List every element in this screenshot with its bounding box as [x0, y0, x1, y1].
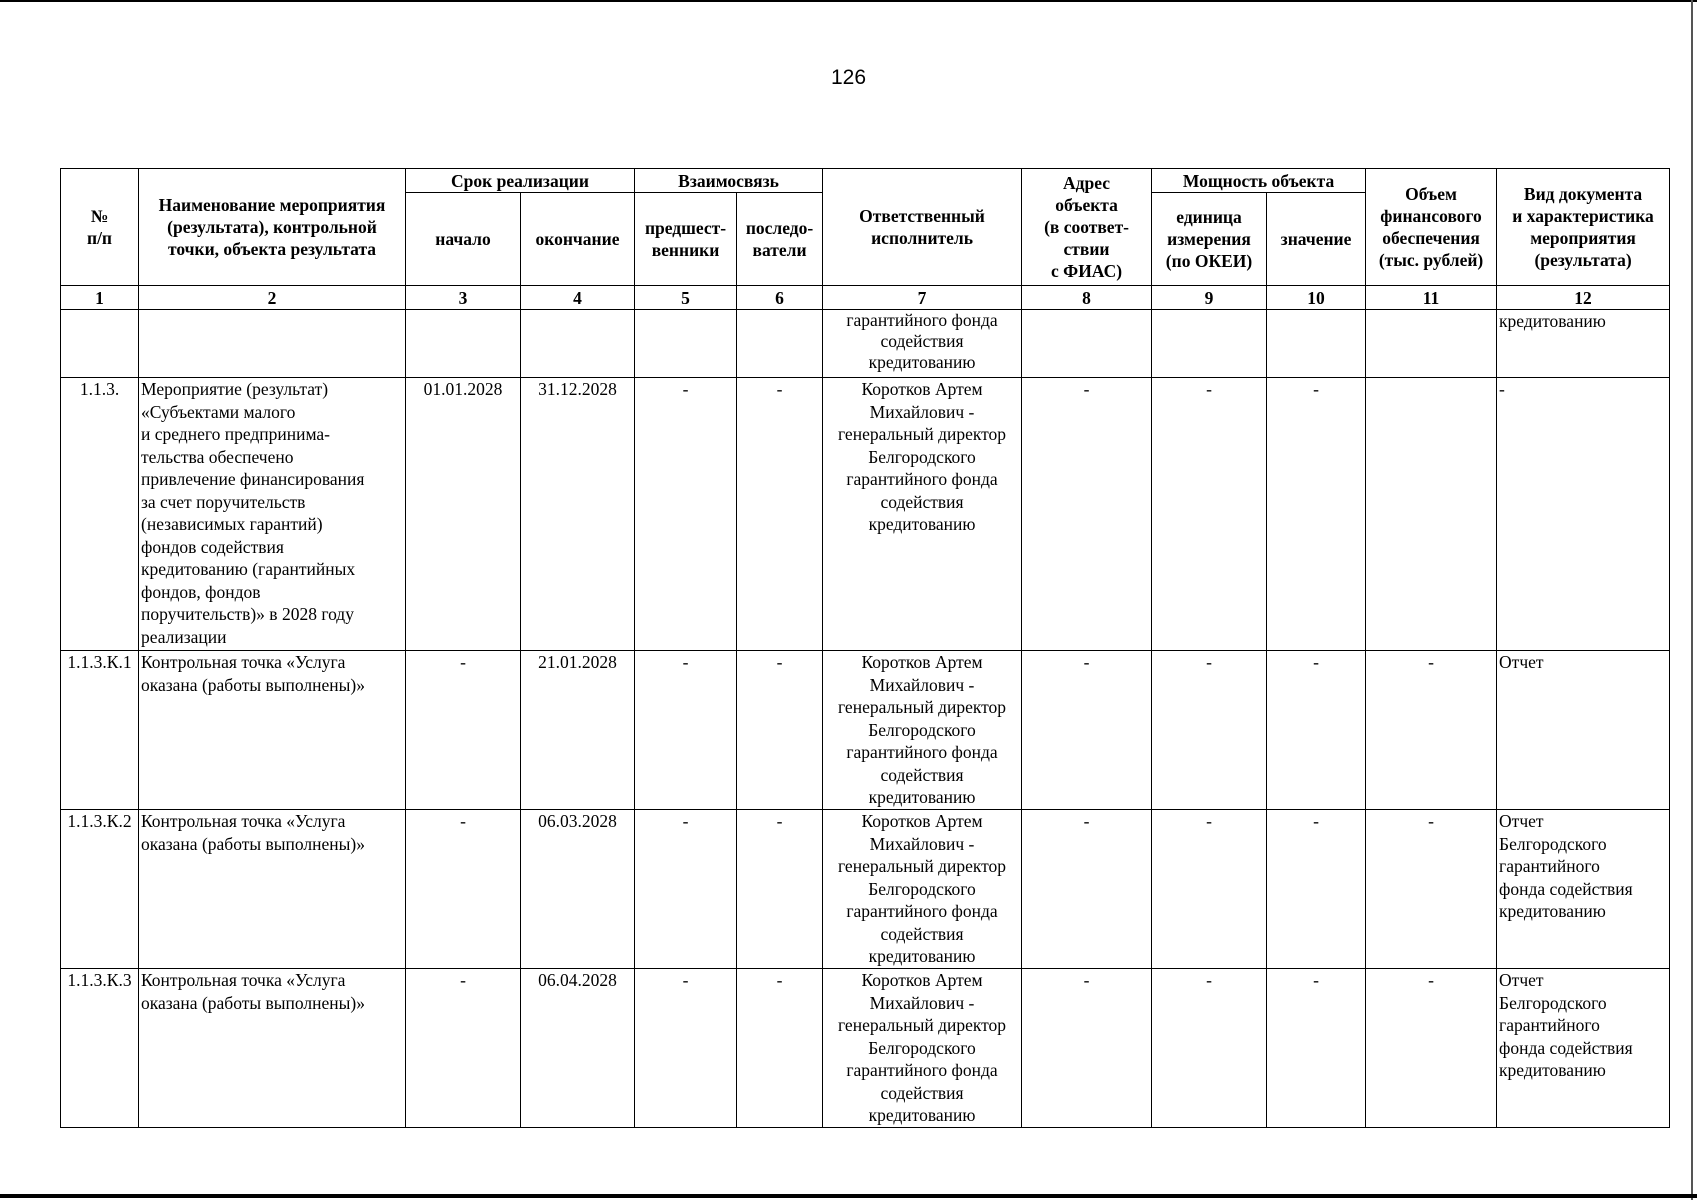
cell-end: 06.04.2028 [521, 969, 635, 1128]
column-number: 9 [1152, 286, 1267, 310]
header-unit: единица измерения (по ОКЕИ) [1152, 193, 1267, 286]
cell-predecessors: - [635, 969, 737, 1128]
plan-table [60, 168, 1670, 1128]
column-number: 5 [635, 286, 737, 310]
header-group-capacity: Мощность объекта [1152, 169, 1366, 193]
cell-address: - [1022, 969, 1152, 1128]
cell-unit: - [1152, 378, 1267, 651]
column-number: 6 [737, 286, 823, 310]
header-address: Адрес объекта (в соответ- ствии с ФИАС) [1022, 169, 1152, 286]
cell-responsible: Коротков Артем Михайлович - генеральный директор Белгородского гарантийного фонда содействия кредитованию [823, 810, 1022, 969]
cell-unit: - [1152, 969, 1267, 1128]
header-value: значение [1267, 193, 1366, 286]
column-number: 10 [1267, 286, 1366, 310]
cell-successors: - [737, 651, 823, 810]
cell-end: 31.12.2028 [521, 378, 635, 651]
table-row [61, 969, 1670, 1128]
cell-start: 01.01.2028 [406, 378, 521, 651]
cell-document: Отчет Белгородского гарантийного фонда содействия кредитованию [1497, 969, 1670, 1128]
header-successors: последо- ватели [737, 193, 823, 286]
cell-end: 06.03.2028 [521, 810, 635, 969]
cell-value: - [1267, 810, 1366, 969]
header-start: начало [406, 193, 521, 286]
cell-name [139, 310, 406, 378]
header-group-link: Взаимосвязь [635, 169, 823, 193]
page-number: 126 [830, 66, 867, 89]
cell-finance: - [1366, 810, 1497, 969]
cell-num: 1.1.3.К.1 [61, 651, 139, 810]
column-number-row [61, 286, 1670, 310]
cell-successors: - [737, 969, 823, 1128]
cell-responsible: Коротков Артем Михайлович - генеральный директор Белгородского гарантийного фонда содействия кредитованию [823, 378, 1022, 651]
cell-address [1022, 310, 1152, 378]
cell-end: 21.01.2028 [521, 651, 635, 810]
cell-address: - [1022, 810, 1152, 969]
table-row [61, 651, 1670, 810]
right-edge-line [1691, 0, 1693, 1200]
bottom-edge-line [0, 1194, 1697, 1198]
cell-finance: - [1366, 969, 1497, 1128]
cell-successors: - [737, 810, 823, 969]
cell-num [61, 310, 139, 378]
cell-unit: - [1152, 651, 1267, 810]
cell-predecessors: - [635, 651, 737, 810]
table-row [61, 378, 1670, 651]
cell-responsible: Коротков Артем Михайлович - генеральный директор Белгородского гарантийного фонда содействия кредитованию [823, 651, 1022, 810]
header-predecessors: предшест- венники [635, 193, 737, 286]
cell-num: 1.1.3. [61, 378, 139, 651]
header-responsible: Ответственный исполнитель [823, 169, 1022, 286]
cell-address: - [1022, 651, 1152, 810]
cell-responsible: Коротков Артем Михайлович - генеральный директор Белгородского гарантийного фонда содействия кредитованию [823, 969, 1022, 1128]
cell-finance: - [1366, 651, 1497, 810]
cell-value: - [1267, 378, 1366, 651]
cell-document: - [1497, 378, 1670, 651]
cell-finance [1366, 310, 1497, 378]
cell-successors: - [737, 378, 823, 651]
cell-address: - [1022, 378, 1152, 651]
header-group-term: Срок реализации [406, 169, 635, 193]
header-end: окончание [521, 193, 635, 286]
cell-start [406, 310, 521, 378]
cell-document: кредитованию [1497, 310, 1670, 378]
column-number: 1 [61, 286, 139, 310]
cell-name: Контрольная точка «Услуга оказана (работы выполнены)» [139, 969, 406, 1128]
cell-predecessors: - [635, 378, 737, 651]
column-number: 2 [139, 286, 406, 310]
table-row [61, 810, 1670, 969]
cell-num: 1.1.3.К.2 [61, 810, 139, 969]
cell-responsible: гарантийного фонда содействия кредитованию [823, 310, 1022, 378]
cell-predecessors [635, 310, 737, 378]
top-edge-line [0, 0, 1697, 2]
table-row [61, 310, 1670, 378]
cell-start: - [406, 651, 521, 810]
cell-value [1267, 310, 1366, 378]
column-number: 11 [1366, 286, 1497, 310]
column-number: 3 [406, 286, 521, 310]
column-number: 8 [1022, 286, 1152, 310]
cell-name: Мероприятие (результат) «Субъектами малого и среднего предпринима- тельства обеспечено привлечение финансирования за счет поручительств (независимых гарантий) фондов содействия кредитованию (гарантийных фондов, фондов поручительств)» в 2028 году реализации [139, 378, 406, 651]
header-row-1 [61, 169, 1670, 193]
cell-predecessors: - [635, 810, 737, 969]
column-number: 4 [521, 286, 635, 310]
column-number: 12 [1497, 286, 1670, 310]
header-document: Вид документа и характеристика мероприятия (результата) [1497, 169, 1670, 286]
cell-name: Контрольная точка «Услуга оказана (работы выполнены)» [139, 810, 406, 969]
cell-start: - [406, 810, 521, 969]
header-num: № п/п [61, 169, 139, 286]
header-finance: Объем финансового обеспечения (тыс. рублей) [1366, 169, 1497, 286]
cell-start: - [406, 969, 521, 1128]
cell-value: - [1267, 969, 1366, 1128]
header-name: Наименование мероприятия (результата), контрольной точки, объекта результата [139, 169, 406, 286]
cell-end [521, 310, 635, 378]
cell-name: Контрольная точка «Услуга оказана (работы выполнены)» [139, 651, 406, 810]
cell-document: Отчет Белгородского гарантийного фонда содействия кредитованию [1497, 810, 1670, 969]
cell-unit [1152, 310, 1267, 378]
cell-unit: - [1152, 810, 1267, 969]
cell-value: - [1267, 651, 1366, 810]
cell-successors [737, 310, 823, 378]
column-number: 7 [823, 286, 1022, 310]
cell-document: Отчет [1497, 651, 1670, 810]
cell-finance [1366, 378, 1497, 651]
cell-num: 1.1.3.К.3 [61, 969, 139, 1128]
